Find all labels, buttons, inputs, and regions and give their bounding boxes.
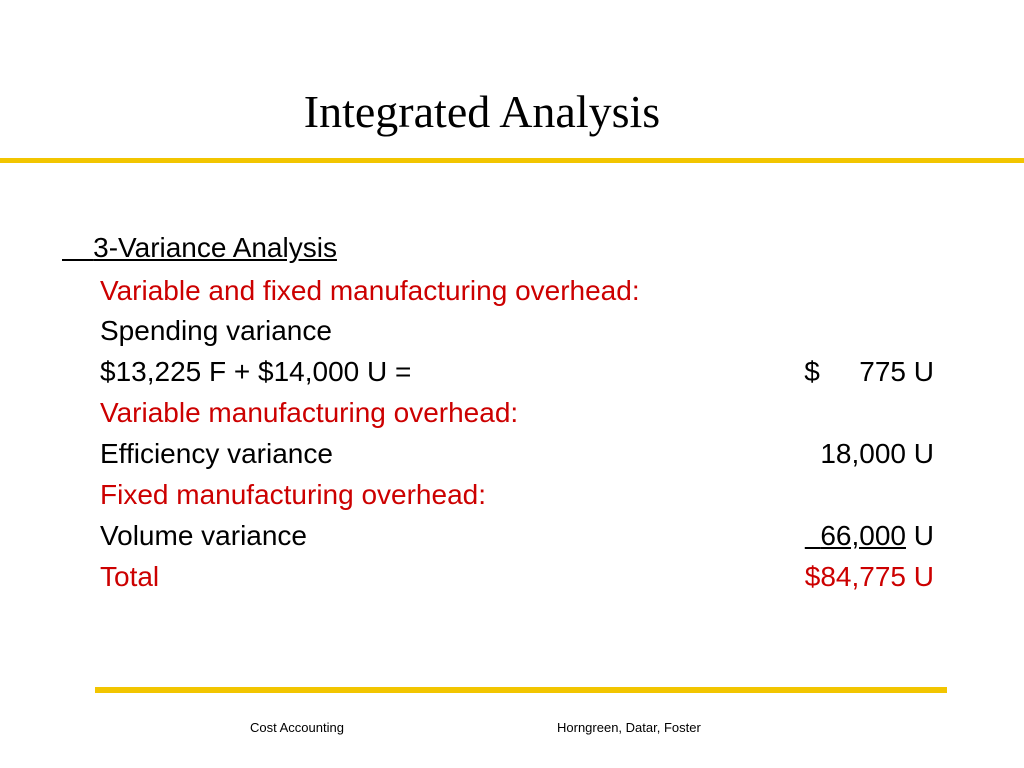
- row-label: Total: [100, 561, 160, 592]
- bottom-divider: [95, 687, 947, 693]
- row-label: $13,225 F + $14,000 U =: [100, 356, 412, 387]
- variance-row-volume: [100, 517, 934, 555]
- amount-value-text: 66,000: [820, 520, 906, 551]
- category-row-fixed-overhead: [100, 476, 934, 514]
- row-label: Efficiency variance: [100, 438, 333, 469]
- amount-value: [805, 520, 906, 551]
- row-amount: [820, 435, 934, 473]
- row-amount: [804, 353, 934, 391]
- row-amount: [805, 517, 934, 555]
- amount-suffix: U: [913, 561, 934, 592]
- slide-title: Integrated Analysis: [303, 86, 661, 137]
- currency-symbol: $: [804, 356, 820, 387]
- footer-course: Cost Accounting: [250, 720, 344, 735]
- amount-suffix: U: [913, 520, 934, 551]
- category-row-variable-overhead: [100, 394, 934, 432]
- variance-row-spending: [100, 353, 934, 391]
- top-divider: [0, 158, 1024, 163]
- section-heading-text: 3-Variance Analysis: [93, 232, 337, 263]
- footer-authors: Horngreen, Datar, Foster: [557, 720, 701, 735]
- amount-value: 775: [859, 356, 906, 387]
- row-label: Variable manufacturing overhead:: [100, 397, 519, 428]
- amount-suffix: U: [913, 356, 934, 387]
- row-label: Volume variance: [100, 520, 308, 551]
- row-label: Spending variance: [100, 315, 332, 346]
- row-label: Variable and fixed manufacturing overhead:: [100, 275, 640, 306]
- amount-suffix: U: [913, 438, 934, 469]
- variance-row-spending-heading: [100, 312, 934, 350]
- amount-value: 18,000: [820, 438, 906, 469]
- section-heading: [62, 230, 337, 266]
- row-amount: [805, 558, 934, 596]
- total-row: [100, 558, 934, 596]
- category-row-combined-overhead: [100, 272, 934, 310]
- row-label: Fixed manufacturing overhead:: [100, 479, 486, 510]
- amount-value: $84,775: [804, 561, 906, 592]
- variance-row-efficiency: [100, 435, 934, 473]
